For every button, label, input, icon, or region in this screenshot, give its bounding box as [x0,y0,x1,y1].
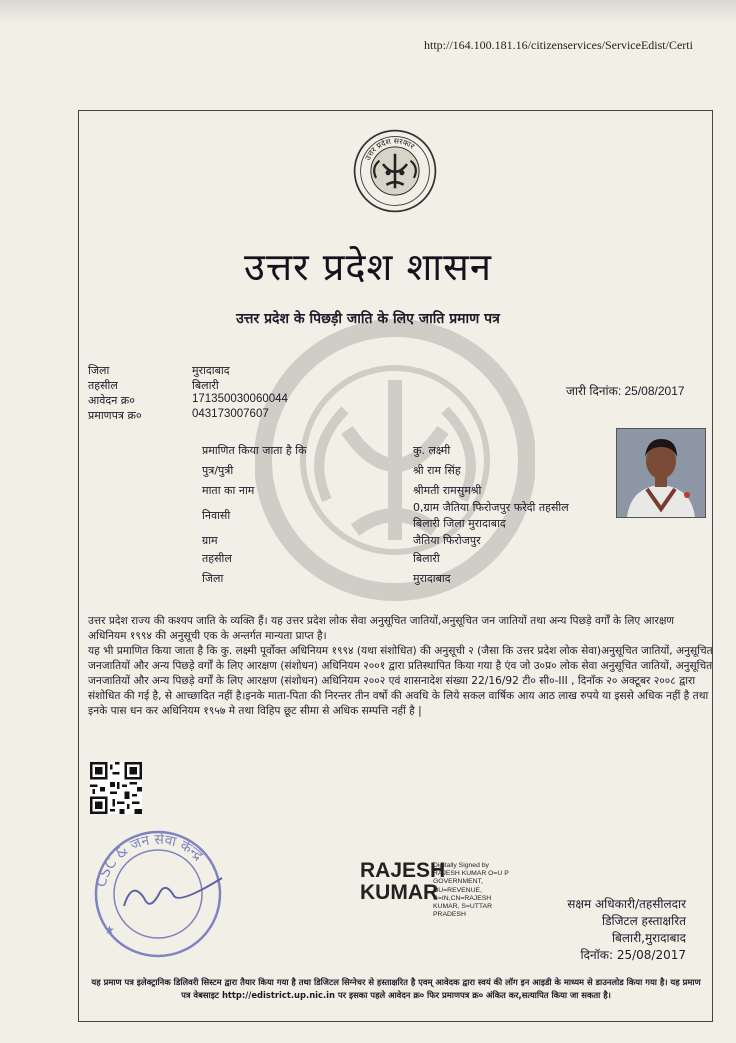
certificate-subtitle: उत्तर प्रदेश के पिछड़ी जाति के लिए जाति प्रमाण पत्र [236,311,500,327]
body-paragraph-1: उत्तर प्रदेश राज्य की कश्यप जाति के व्यक्ति हैं। यह उत्तर प्रदेश लोक सेवा अनुसूचित जातियों,अनुसूचित जन जातियों तथा अन्य पिछड़े वर्गों के लिए आरक्षण अधिनियम १९९४ की अनुसूची एक के अन्तर्गत मान्यता प्राप्त है। [88,615,675,642]
village-value: जैतिया फिरोजपुर [413,534,481,547]
signature-detail-line: GOVERNMENT, [433,878,483,886]
verification-footer: यह प्रमाण पत्र इलेक्ट्रानिक डिलिवरी सिस्टम द्वारा तैयार किया गया है तथा डिजिटल सिग्नेचर से हस्ताक्षरित है एवम् आवेदक द्वारा स्वयं की लॉग इन आइडी के माध्यम से डाउनलोड किया गया है। यह प्रमाण पत्र वेबसाइट http://edistrict.up.nic.in पर इसका पहले आवेदन क्र० फिर प्रमाणपत्र क्र० अंकित कर,सत्यापित किया जा सकता है। [91,977,701,1000]
signature-name-line1: RAJESH [360,859,446,882]
emblem-text: उत्तर प्रदेश सरकार [363,136,416,162]
details-tehsil-label: तहसील [202,552,232,565]
officer-location: बिलारी,मुरादाबाद [611,931,686,945]
certificate-body [88,614,714,719]
signature-detail-line: OU=REVENUE, [433,886,482,894]
tehsil-value: बिलारी [192,379,219,392]
district-value: मुरादाबाद [192,364,230,377]
district-label: जिला [88,364,110,377]
stamp-text: CSC & जन सेवा केन्द्र [93,831,206,889]
officer-date: दिनॉक: 25/08/2017 [580,948,686,962]
signature-detail-line: C=IN,CN=RAJESH [433,894,492,902]
issuing-officer-block [540,896,686,964]
certify-label: प्रमाणित किया जाता है कि [202,444,307,457]
certificate-number-value: 043173007607 [192,408,269,420]
svg-text:★: ★ [104,923,115,937]
tehsil-label: तहसील [88,379,118,392]
details-district-value: मुरादाबाद [413,572,451,585]
details-tehsil-value: बिलारी [413,552,440,565]
signature-detail-line: RAJESH KUMAR O=U P [433,870,509,878]
officer-digitally-signed: डिजिटल हस्ताक्षरित [602,914,686,928]
watermark-emblem [255,310,535,610]
page-url[interactable]: http://164.100.181.16/citizenservices/ServiceEdist/Certi [424,38,693,52]
issue-date: जारी दिनांक: 25/08/2017 [566,384,685,398]
father-name: श्री राम सिंह [413,464,461,477]
digital-signature-details [433,862,523,919]
resident-address-line1: 0,ग्राम जैतिया फिरोजपुर फरेदी तहसील [413,501,569,514]
body-paragraph-2: यह भी प्रमाणित किया जाता है कि कु. लक्ष्मी पूर्वोक्त अधिनियम १९९४ (यथा संशोधित) की अनुसूची २ (जैसा कि उत्तर प्रदेश लोक सेवा)अनुसूचित जातियों, अनुसूचित जनजातियों और अन्य पिछड़े वर्गों के लिए आरक्षण (संशोधन) अधिनियम २००१ द्वारा प्रतिस्थापित किया गया है एंव जो उ०प्र० लोक सेवा अनुसूचित जातियों, अनुसूचित जनजातियों और अन्य पिछड़े वर्गों के लिए आरक्षण (संशोधन) अधिनियम २००२ एवं शासनादेश संख्या 22/16/92 टी० सी०-III , दिनाँक २० अक्टूबर २००८ द्वारा संशोधित की गई है, से आच्छादित नहीं है।इनके माता-पिता की निरन्तर तीन वर्षो की अवधि के लिये सकल वार्षिक आय आठ लाख रुपये या इससे अधिक नहीं है तथा इनके पास धन कर अधिनियम १९५७ मे तथा विहिप छूट सीमा से अधिक सम्पत्ति नहीं है | [88,645,713,717]
application-number-value: 171350030060044 [192,393,288,405]
applicant-name: कु. लक्ष्मी [413,444,451,457]
qr-code [90,762,142,814]
mother-name: श्रीमती रामसुमश्री [413,484,482,497]
village-label: ग्राम [202,534,218,547]
application-number-label: आवेदन क्र० [88,394,135,407]
resident-address-line2: बिलारी जिला मुरादाबाद [413,517,506,530]
mother-label: माता का नाम [202,484,255,497]
csc-seal-stamp [84,822,234,964]
signature-detail-line: Digitally Signed by [433,862,489,869]
up-government-emblem [352,128,438,214]
certificate-title: उत्तर प्रदेश शासन [244,245,492,289]
resident-label: निवासी [202,509,231,522]
son-daughter-label: पुत्र/पुत्री [202,464,234,477]
scan-top-edge [0,0,736,22]
signature-detail-line: PRADESH [433,911,466,919]
certificate-number-label: प्रमाणपत्र क्र० [88,409,142,422]
details-district-label: जिला [202,572,224,585]
officer-designation: सक्षम अधिकारी/तहसीलदार [567,897,686,911]
signature-detail-line: KUMAR, S=UTTAR [433,903,492,911]
applicant-photo [616,428,706,518]
signature-name-line2: KUMAR [360,881,439,904]
